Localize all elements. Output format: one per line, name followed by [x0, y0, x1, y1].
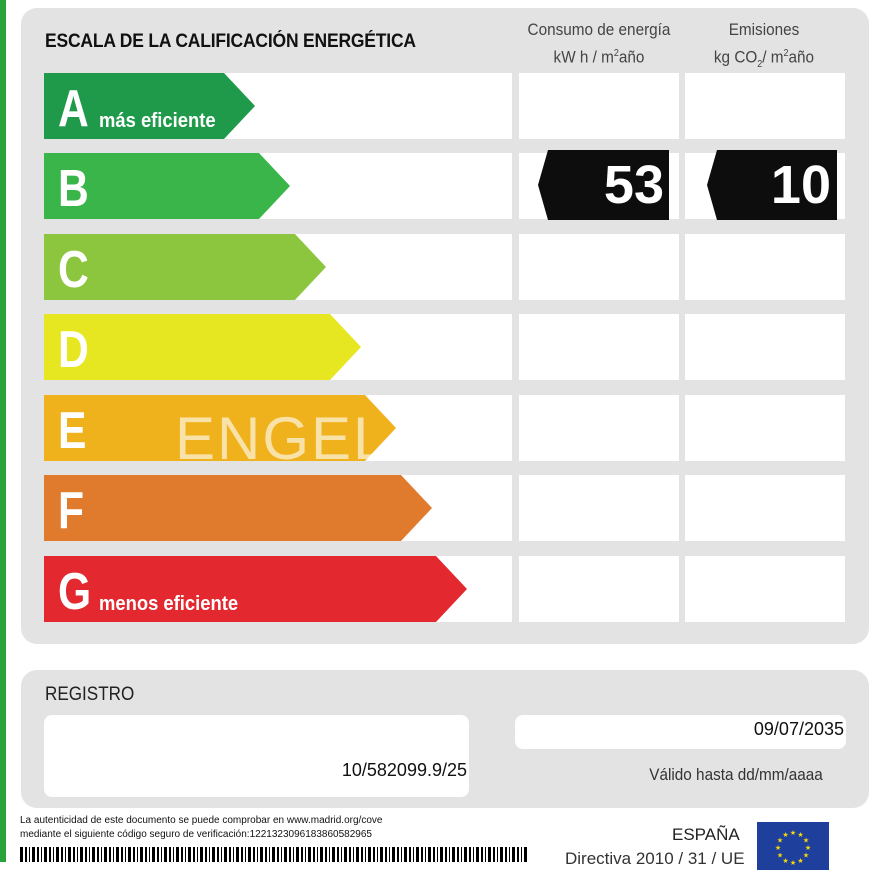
class-arrow-e [44, 395, 397, 461]
watermark: ENGEL [175, 405, 389, 472]
class-arrow-f [44, 475, 433, 541]
energy-cell-d [519, 314, 679, 380]
country-label: ESPAÑA [672, 825, 740, 844]
svg-text:★: ★ [782, 832, 789, 840]
svg-text:★: ★ [804, 845, 812, 852]
svg-text:★: ★ [789, 830, 797, 837]
class-letter-g: G [58, 563, 92, 621]
valid-date: 09/07/2035 [753, 719, 844, 739]
energy-column-title: Consumo de energía [527, 20, 671, 39]
energy-cell-g [519, 556, 679, 622]
svg-text:★: ★ [776, 852, 784, 860]
emissions-column-header [692, 18, 836, 77]
class-letter-e: E [58, 402, 87, 460]
svg-text:★: ★ [774, 845, 782, 852]
class-a-caption: más eficiente [99, 110, 216, 132]
class-letter-c: C [58, 241, 89, 299]
emissions-cell-e [685, 395, 845, 461]
class-letter-d: D [58, 321, 89, 379]
class-letter-a: A [58, 80, 89, 138]
class-letter-f: F [58, 482, 85, 540]
emissions-cell-f [685, 475, 845, 541]
energy-column-unit: kW h / $m^2año$ [553, 47, 645, 67]
authenticity-note: La autenticidad de este documento se puede comprobar en www.madrid.org/cove [20, 815, 383, 826]
registry-label: REGISTRO [45, 684, 135, 705]
scale-title: ESCALA DE LA CALIFICACIÓN ENERGÉTICA [45, 31, 416, 52]
svg-text:★: ★ [802, 852, 810, 860]
energy-cell-c [519, 234, 679, 300]
energy-rating-value: 53 [603, 155, 664, 215]
emissions-cell-d [685, 314, 845, 380]
energy-column-header [527, 18, 671, 70]
registry-box [44, 715, 469, 797]
barcode [20, 847, 530, 862]
eu-flag-icon [757, 822, 829, 870]
registry-number: 10/582099.9/25 [341, 760, 467, 780]
energy-cell-a [519, 73, 679, 139]
svg-text:★: ★ [782, 857, 789, 865]
emissions-column-unit: kg $CO_2/$ $m^2año$ [713, 47, 815, 71]
emissions-cell-a [685, 73, 845, 139]
svg-text:★: ★ [802, 837, 810, 845]
class-arrow-d [44, 314, 362, 380]
svg-text:★: ★ [776, 837, 784, 845]
emissions-cell-c [685, 234, 845, 300]
energy-cell-e [519, 395, 679, 461]
directive-label: Directiva 2010 / 31 / UE [565, 849, 745, 868]
emissions-rating-value: 10 [770, 155, 831, 215]
left-edge-stripe [0, 0, 6, 862]
svg-text:★: ★ [797, 832, 804, 840]
energy-cell-f [519, 475, 679, 541]
class-g-caption: menos eficiente [99, 593, 239, 615]
svg-text:★: ★ [797, 857, 804, 865]
emissions-cell-g [685, 556, 845, 622]
verification-code: mediante el siguiente código seguro de verificación:1221323096183860582965 [20, 829, 372, 840]
class-letter-b: B [58, 160, 89, 218]
emissions-column-title: Emisiones [728, 20, 800, 39]
svg-text:★: ★ [789, 860, 797, 867]
valid-until-label: Válido hasta dd/mm/aaaa [649, 765, 823, 784]
